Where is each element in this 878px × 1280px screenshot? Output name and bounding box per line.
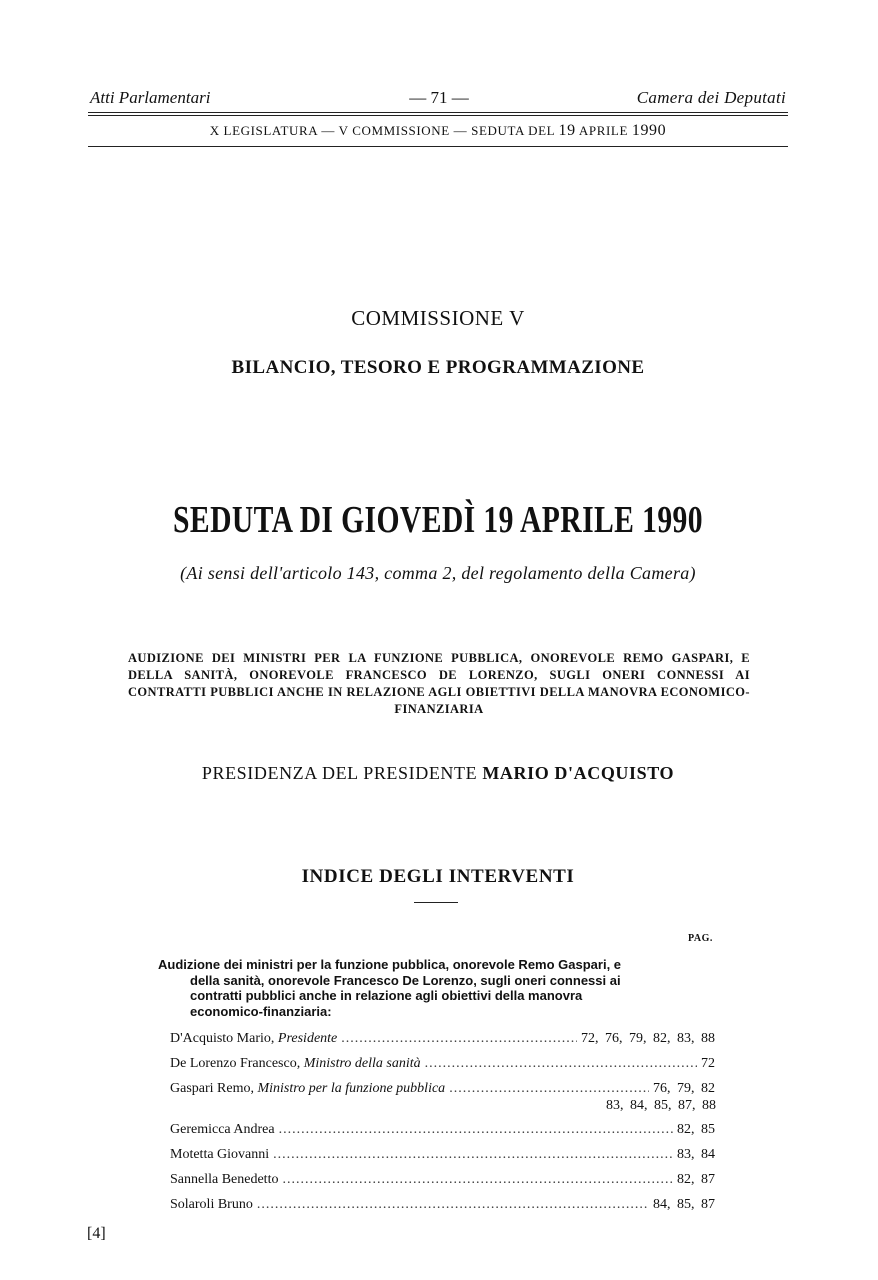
leader-dots: [282, 1172, 673, 1188]
commission-title: COMMISSIONE V: [351, 306, 525, 330]
header-right: Camera dei Deputati: [636, 88, 786, 107]
entry-role: Ministro della sanità: [303, 1056, 421, 1071]
index-entry: [170, 1147, 715, 1163]
entry-name: De Lorenzo Francesco,: [170, 1056, 301, 1071]
leader-dots: [257, 1197, 649, 1213]
entry-role: Ministro per la funzione pubblica: [257, 1081, 446, 1096]
subheader-day: 19: [558, 122, 576, 139]
entry-name: Sannella Benedetto: [170, 1172, 279, 1187]
subheader-year: 1990: [631, 122, 667, 139]
index-entry: [170, 1031, 715, 1047]
entry-pages: 84, 85, 87: [653, 1197, 715, 1212]
entry-pages: 72: [701, 1056, 715, 1071]
subheader: [88, 122, 788, 140]
entry-name: Motetta Giovanni: [170, 1147, 270, 1162]
presidenza: [88, 763, 788, 784]
session-title: SEDUTA DI GIOVEDÌ 19 APRILE 1990: [173, 499, 703, 541]
entry-name: Solaroli Bruno: [170, 1197, 253, 1212]
commission-subject: BILANCIO, TESORO E PROGRAMMAZIONE: [231, 357, 645, 378]
legal-note: (Ai sensi dell'articolo 143, comma 2, del regolamento della Camera): [180, 563, 696, 583]
entry-pages: 82, 87: [677, 1172, 715, 1187]
entry-pages: 72, 76, 79, 82, 83, 88: [581, 1031, 715, 1046]
index-entry: [170, 1122, 715, 1138]
leader-dots: [341, 1031, 577, 1047]
entry-pages: 83, 84: [677, 1147, 715, 1162]
entry-name: Gaspari Remo,: [170, 1081, 254, 1096]
index-title: INDICE DEGLI INTERVENTI: [301, 866, 575, 887]
page-number: — 71 —: [409, 88, 469, 107]
index-intro: [158, 957, 636, 1019]
audizione-text: AUDIZIONE DEI MINISTRI PER LA FUNZIONE PUBBLICA, ONOREVOLE REMO GASPARI, E DELLA SANITÀ, ONOREVOLE FRANCESCO DE LORENZO, SUGLI ONERI CONNESSI AI CONTRATTI PUBBLICI ANCHE IN RELAZIONE AGLI OBIETTIVI DELLA MANOVRA ECONOMICO-FINANZIARIA: [128, 651, 750, 716]
page-footer-number: [4]: [87, 1225, 106, 1242]
entry-role: Presidente: [277, 1031, 338, 1046]
presidenza-prefix: PRESIDENZA DEL PRESIDENTE: [201, 763, 478, 783]
leader-dots: [279, 1122, 673, 1138]
entry-pages: 82, 85: [677, 1122, 715, 1137]
index-entry: [170, 1081, 715, 1097]
entry-name: Geremicca Andrea: [170, 1122, 275, 1137]
leader-dots: [449, 1081, 649, 1097]
presidenza-name: MARIO D'ACQUISTO: [482, 763, 675, 783]
entry-pages-continued: 83, 84, 85, 87, 88: [606, 1098, 716, 1113]
index-title-rule: [414, 902, 458, 903]
entry-pages: 76, 79, 82: [653, 1081, 715, 1096]
index-entry: [170, 1172, 715, 1188]
pag-label: PAG.: [688, 933, 713, 944]
index-entry: [170, 1056, 715, 1072]
header-rule-top-2: [88, 115, 788, 116]
header-rule-bottom: [88, 146, 788, 147]
header-rule-top: [88, 112, 788, 113]
index-intro-text: Audizione dei ministri per la funzione pubblica, onorevole Remo Gaspari, e della sanità, onorevole Francesco De Lorenzo, sugli oneri connessi ai contratti pubblici anche in relazione agli obiettivi della manovra economico-finanziaria:: [158, 957, 622, 1019]
leader-dots: [425, 1056, 697, 1072]
subheader-part1: X LEGISLATURA — V COMMISSIONE — SEDUTA DEL: [209, 123, 555, 138]
index-entry: [170, 1197, 715, 1213]
header-left: Atti Parlamentari: [90, 88, 211, 107]
entry-name: D'Acquisto Mario,: [170, 1031, 275, 1046]
subheader-month: APRILE: [578, 123, 628, 138]
leader-dots: [273, 1147, 673, 1163]
